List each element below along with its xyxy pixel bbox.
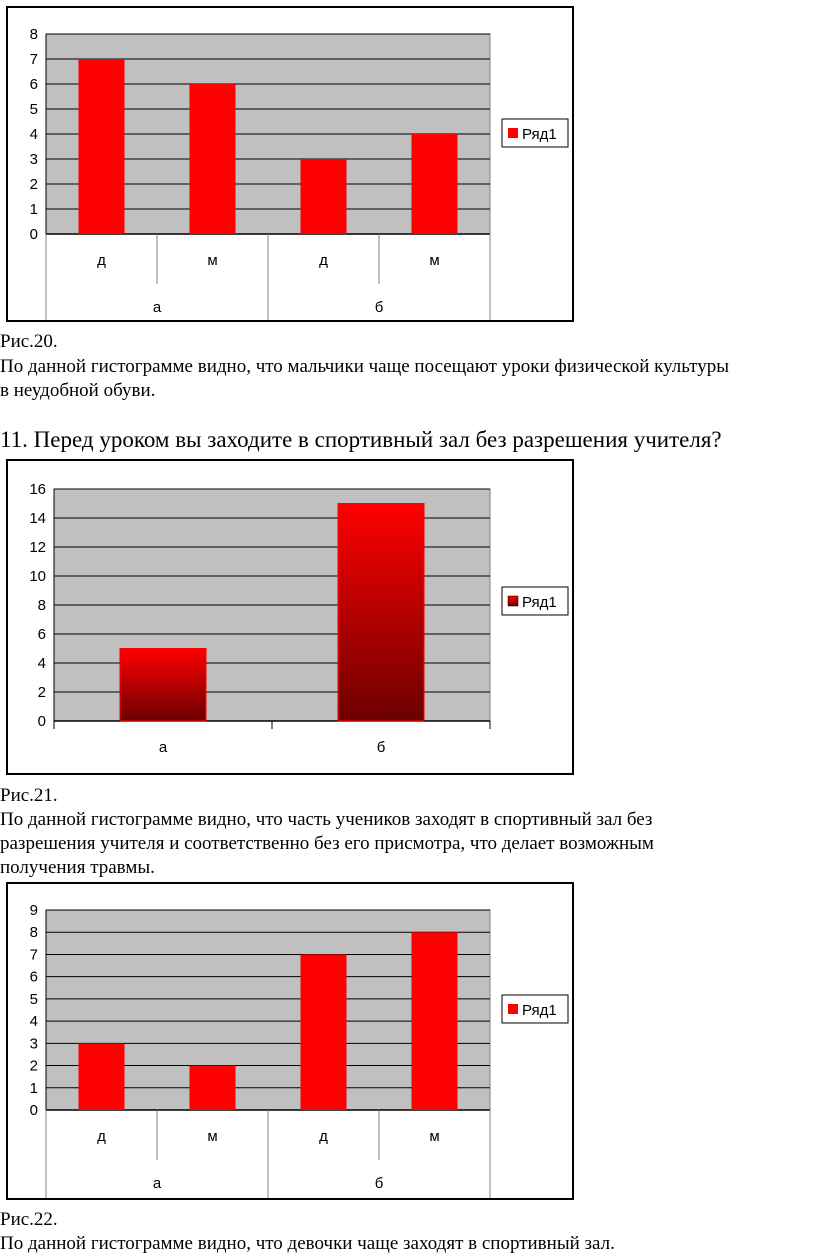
x-category-label: д xyxy=(319,252,328,269)
bar-chart-22 xyxy=(8,884,572,1198)
figure-description-line: в неудобной обуви. xyxy=(0,380,156,401)
bar xyxy=(79,59,125,234)
legend-swatch xyxy=(508,596,518,606)
figure-description-line: разрешения учителя и соответственно без его присмотра, что делает возможным xyxy=(0,833,654,854)
figure-caption: Рис.22. xyxy=(0,1209,58,1230)
y-tick-label: 7 xyxy=(29,946,38,964)
x-category-label: м xyxy=(207,252,218,269)
question-heading: 11. Перед уроком вы заходите в спортивный зал без разрешения учителя? xyxy=(0,427,722,452)
bar xyxy=(412,932,458,1110)
bar xyxy=(301,954,347,1110)
y-tick-label: 5 xyxy=(29,101,38,118)
chart-frame-22 xyxy=(6,882,574,1200)
y-tick-label: 6 xyxy=(29,968,38,986)
x-category-label: д xyxy=(97,252,106,269)
bar xyxy=(190,1066,236,1110)
legend-label: Ряд1 xyxy=(522,1002,557,1019)
figure-description-line: По данной гистограмме видно, что мальчики чаще посещают уроки физической культуры xyxy=(0,356,729,377)
legend-label: Ряд1 xyxy=(522,126,557,143)
y-tick-label: 9 xyxy=(29,902,38,919)
x-category-label: д xyxy=(97,1128,106,1145)
y-tick-label: 4 xyxy=(29,1013,38,1031)
y-tick-label: 6 xyxy=(29,76,38,93)
y-tick-label: 7 xyxy=(29,51,38,68)
y-tick-label: 8 xyxy=(37,597,46,614)
y-tick-label: 6 xyxy=(37,626,46,643)
y-tick-label: 1 xyxy=(29,1079,38,1097)
figure-caption: Рис.20. xyxy=(0,331,58,352)
y-tick-label: 5 xyxy=(29,990,38,1008)
y-tick-label: 0 xyxy=(29,226,38,243)
x-category-label: а xyxy=(158,739,168,756)
y-tick-label: 0 xyxy=(29,1102,38,1119)
x-category-label: д xyxy=(319,1128,328,1145)
bar xyxy=(338,504,424,722)
legend-label: Ряд1 xyxy=(522,594,557,611)
x-group-label: а xyxy=(152,299,162,316)
y-tick-label: 8 xyxy=(29,924,38,942)
x-category-label: м xyxy=(429,1128,440,1145)
chart-frame-21 xyxy=(6,459,574,775)
y-tick-label: 3 xyxy=(29,151,38,168)
figure-description-line: получения травмы. xyxy=(0,857,155,878)
y-tick-label: 2 xyxy=(29,176,38,193)
chart-frame-20 xyxy=(6,6,574,322)
x-category-label: м xyxy=(429,252,440,269)
legend-swatch xyxy=(508,1004,518,1014)
x-category-label: м xyxy=(207,1128,218,1145)
bar xyxy=(120,649,206,722)
legend-swatch xyxy=(508,128,518,138)
y-tick-label: 16 xyxy=(29,481,46,498)
y-tick-label: 4 xyxy=(29,126,38,143)
figure-description-line: По данной гистограмме видно, что часть учеников заходят в спортивный зал без xyxy=(0,809,653,830)
y-tick-label: 1 xyxy=(29,201,38,218)
figure-description-line: По данной гистограмме видно, что девочки чаще заходят в спортивный зал. xyxy=(0,1233,615,1254)
bar-chart-21 xyxy=(8,461,572,773)
bar xyxy=(190,84,236,234)
y-tick-label: 14 xyxy=(29,510,46,527)
y-tick-label: 4 xyxy=(37,655,46,672)
y-tick-label: 12 xyxy=(29,539,46,556)
y-tick-label: 2 xyxy=(37,684,46,701)
x-group-label: б xyxy=(374,1175,384,1192)
y-tick-label: 8 xyxy=(29,26,38,43)
y-tick-label: 10 xyxy=(29,568,46,585)
x-category-label: б xyxy=(376,739,386,756)
bar xyxy=(301,159,347,234)
x-group-label: б xyxy=(374,299,384,316)
bar-chart-20 xyxy=(8,8,572,320)
y-tick-label: 0 xyxy=(37,713,46,730)
x-group-label: а xyxy=(152,1175,162,1192)
figure-caption: Рис.21. xyxy=(0,785,58,806)
bar xyxy=(79,1043,125,1110)
bar xyxy=(412,134,458,234)
y-tick-label: 3 xyxy=(29,1035,38,1053)
y-tick-label: 2 xyxy=(29,1057,38,1075)
